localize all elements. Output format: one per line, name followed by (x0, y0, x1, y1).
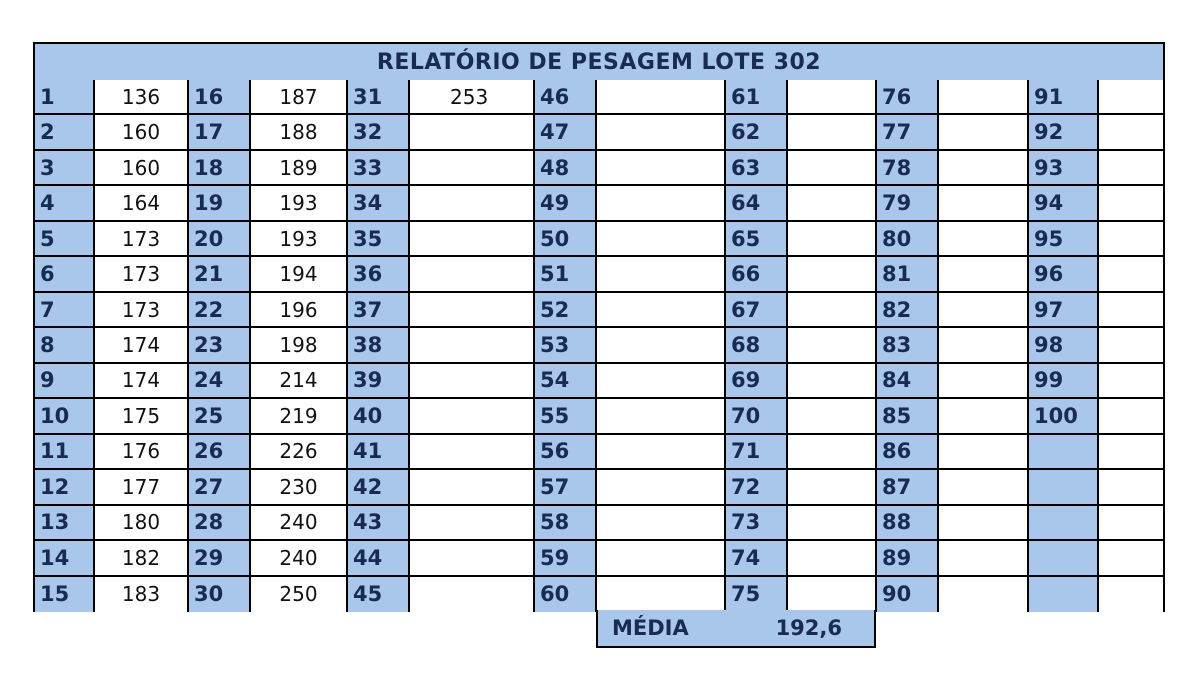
weight-cell[interactable]: 173 (95, 257, 189, 292)
weight-cell[interactable]: 180 (95, 506, 189, 541)
weight-cell[interactable] (597, 506, 726, 541)
animal-number: 81 (877, 257, 939, 292)
animal-number: 6 (35, 257, 95, 292)
report-title: RELATÓRIO DE PESAGEM LOTE 302 (35, 44, 1163, 82)
weight-cell[interactable] (788, 186, 877, 221)
animal-number: 96 (1029, 257, 1099, 292)
animal-number: 84 (877, 364, 939, 399)
weight-cell[interactable] (939, 541, 1029, 576)
animal-number: 34 (348, 186, 410, 221)
weight-cell[interactable] (788, 541, 877, 576)
animal-number: 85 (877, 399, 939, 434)
weight-cell[interactable] (788, 293, 877, 328)
weight-cell[interactable]: 198 (251, 328, 348, 363)
weight-cell[interactable]: 193 (251, 222, 348, 257)
weight-cell[interactable] (788, 577, 877, 612)
weight-cell[interactable] (597, 115, 726, 150)
animal-number: 50 (535, 222, 597, 257)
weight-cell[interactable]: 174 (95, 328, 189, 363)
animal-number: 40 (348, 399, 410, 434)
animal-number: 88 (877, 506, 939, 541)
animal-number: 49 (535, 186, 597, 221)
weight-cell[interactable]: 250 (251, 577, 348, 612)
animal-number: 13 (35, 506, 95, 541)
weight-cell[interactable]: 174 (95, 364, 189, 399)
weight-cell[interactable] (1099, 506, 1163, 541)
average-label: MÉDIA (612, 616, 689, 640)
weight-cell[interactable] (597, 222, 726, 257)
weight-cell[interactable] (597, 186, 726, 221)
animal-number: 60 (535, 577, 597, 612)
animal-number: 26 (189, 435, 251, 470)
weight-cell[interactable] (939, 222, 1029, 257)
animal-number: 20 (189, 222, 251, 257)
weight-cell[interactable] (939, 115, 1029, 150)
animal-number: 24 (189, 364, 251, 399)
weight-cell[interactable] (788, 80, 877, 115)
weight-cell[interactable] (597, 435, 726, 470)
weight-cell[interactable] (597, 257, 726, 292)
weight-cell[interactable]: 182 (95, 541, 189, 576)
weight-cell[interactable] (1099, 186, 1163, 221)
animal-number: 44 (348, 541, 410, 576)
animal-number: 54 (535, 364, 597, 399)
animal-number: 3 (35, 151, 95, 186)
animal-number: 57 (535, 470, 597, 505)
animal-number: 75 (726, 577, 788, 612)
animal-number: 47 (535, 115, 597, 150)
weight-cell[interactable] (788, 328, 877, 363)
weight-cell[interactable]: 214 (251, 364, 348, 399)
animal-number: 43 (348, 506, 410, 541)
animal-number: 94 (1029, 186, 1099, 221)
weight-cell[interactable] (410, 257, 535, 292)
weight-cell[interactable]: 230 (251, 470, 348, 505)
animal-number: 76 (877, 80, 939, 115)
weight-cell[interactable] (788, 115, 877, 150)
animal-number: 18 (189, 151, 251, 186)
animal-number: 17 (189, 115, 251, 150)
animal-number: 71 (726, 435, 788, 470)
weight-cell[interactable] (597, 364, 726, 399)
weight-cell[interactable] (410, 115, 535, 150)
animal-number: 89 (877, 541, 939, 576)
weight-cell[interactable] (410, 222, 535, 257)
animal-number: 2 (35, 115, 95, 150)
weight-cell[interactable] (597, 470, 726, 505)
weight-cell[interactable] (410, 399, 535, 434)
weight-cell[interactable]: 176 (95, 435, 189, 470)
animal-number: 9 (35, 364, 95, 399)
animal-number: 65 (726, 222, 788, 257)
weighing-report-sheet (33, 42, 1165, 612)
animal-number: 53 (535, 328, 597, 363)
weight-cell[interactable] (410, 364, 535, 399)
average-box (596, 610, 876, 648)
animal-number: 48 (535, 151, 597, 186)
weight-cell[interactable]: 240 (251, 506, 348, 541)
animal-number: 33 (348, 151, 410, 186)
weight-cell[interactable] (597, 151, 726, 186)
weight-cell[interactable] (939, 257, 1029, 292)
weight-cell[interactable] (1099, 470, 1163, 505)
weight-cell[interactable] (597, 80, 726, 115)
animal-number: 51 (535, 257, 597, 292)
animal-number: 5 (35, 222, 95, 257)
animal-number: 99 (1029, 364, 1099, 399)
animal-number: 12 (35, 470, 95, 505)
animal-number: 1 (35, 80, 95, 115)
animal-number: 30 (189, 577, 251, 612)
weight-cell[interactable]: 188 (251, 115, 348, 150)
animal-number: 90 (877, 577, 939, 612)
weight-cell[interactable] (939, 80, 1029, 115)
animal-number: 55 (535, 399, 597, 434)
weight-cell[interactable] (939, 506, 1029, 541)
empty-number-cell (1029, 541, 1099, 576)
weight-cell[interactable] (1099, 541, 1163, 576)
animal-number: 23 (189, 328, 251, 363)
weight-cell[interactable] (939, 293, 1029, 328)
weight-cell[interactable]: 173 (95, 293, 189, 328)
animal-number: 46 (535, 80, 597, 115)
weight-cell[interactable]: 173 (95, 222, 189, 257)
weight-cell[interactable] (410, 328, 535, 363)
empty-number-cell (1029, 435, 1099, 470)
weight-cell[interactable] (1099, 399, 1163, 434)
weight-cell[interactable] (1099, 577, 1163, 612)
animal-number: 74 (726, 541, 788, 576)
weight-cell[interactable] (788, 257, 877, 292)
animal-number: 68 (726, 328, 788, 363)
weight-cell[interactable] (410, 293, 535, 328)
weight-cell[interactable]: 240 (251, 541, 348, 576)
weights-grid (35, 80, 1163, 612)
animal-number: 29 (189, 541, 251, 576)
animal-number: 35 (348, 222, 410, 257)
animal-number: 62 (726, 115, 788, 150)
weight-cell[interactable]: 160 (95, 115, 189, 150)
weight-cell[interactable] (939, 186, 1029, 221)
weight-cell[interactable]: 189 (251, 151, 348, 186)
animal-number: 67 (726, 293, 788, 328)
weight-cell[interactable] (788, 399, 877, 434)
animal-number: 28 (189, 506, 251, 541)
weight-cell[interactable]: 193 (251, 186, 348, 221)
weight-cell[interactable]: 183 (95, 577, 189, 612)
weight-cell[interactable] (597, 577, 726, 612)
weight-cell[interactable]: 164 (95, 186, 189, 221)
animal-number: 27 (189, 470, 251, 505)
animal-number: 69 (726, 364, 788, 399)
animal-number: 56 (535, 435, 597, 470)
weight-cell[interactable] (1099, 115, 1163, 150)
weight-cell[interactable] (939, 470, 1029, 505)
weight-cell[interactable] (1099, 257, 1163, 292)
animal-number: 36 (348, 257, 410, 292)
animal-number: 98 (1029, 328, 1099, 363)
weight-cell[interactable]: 194 (251, 257, 348, 292)
weight-cell[interactable]: 226 (251, 435, 348, 470)
animal-number: 72 (726, 470, 788, 505)
animal-number: 83 (877, 328, 939, 363)
empty-number-cell (1029, 577, 1099, 612)
weight-cell[interactable] (597, 293, 726, 328)
weight-cell[interactable] (410, 506, 535, 541)
animal-number: 7 (35, 293, 95, 328)
animal-number: 77 (877, 115, 939, 150)
animal-number: 93 (1029, 151, 1099, 186)
weight-cell[interactable] (410, 577, 535, 612)
weight-cell[interactable] (939, 435, 1029, 470)
animal-number: 82 (877, 293, 939, 328)
animal-number: 73 (726, 506, 788, 541)
weight-cell[interactable] (410, 435, 535, 470)
animal-number: 11 (35, 435, 95, 470)
weight-cell[interactable] (410, 186, 535, 221)
weight-cell[interactable] (939, 577, 1029, 612)
weight-cell[interactable] (939, 399, 1029, 434)
animal-number: 58 (535, 506, 597, 541)
weight-cell[interactable] (788, 470, 877, 505)
animal-number: 86 (877, 435, 939, 470)
weight-cell[interactable]: 160 (95, 151, 189, 186)
animal-number: 38 (348, 328, 410, 363)
empty-number-cell (1029, 470, 1099, 505)
animal-number: 80 (877, 222, 939, 257)
animal-number: 92 (1029, 115, 1099, 150)
animal-number: 87 (877, 470, 939, 505)
empty-number-cell (1029, 506, 1099, 541)
weight-cell[interactable] (788, 364, 877, 399)
animal-number: 31 (348, 80, 410, 115)
weight-cell[interactable] (788, 151, 877, 186)
animal-number: 91 (1029, 80, 1099, 115)
weight-cell[interactable] (939, 364, 1029, 399)
weight-cell[interactable] (597, 328, 726, 363)
animal-number: 37 (348, 293, 410, 328)
animal-number: 63 (726, 151, 788, 186)
weight-cell[interactable]: 136 (95, 80, 189, 115)
weight-cell[interactable] (1099, 364, 1163, 399)
animal-number: 4 (35, 186, 95, 221)
animal-number: 8 (35, 328, 95, 363)
weight-cell[interactable] (788, 222, 877, 257)
weight-cell[interactable] (788, 435, 877, 470)
animal-number: 61 (726, 80, 788, 115)
animal-number: 78 (877, 151, 939, 186)
weight-cell[interactable] (597, 399, 726, 434)
weight-cell[interactable] (1099, 328, 1163, 363)
animal-number: 21 (189, 257, 251, 292)
weight-cell[interactable] (597, 541, 726, 576)
weight-cell[interactable] (410, 470, 535, 505)
animal-number: 45 (348, 577, 410, 612)
weight-cell[interactable] (939, 328, 1029, 363)
weight-cell[interactable]: 196 (251, 293, 348, 328)
animal-number: 64 (726, 186, 788, 221)
weight-cell[interactable] (1099, 222, 1163, 257)
weight-cell[interactable] (410, 151, 535, 186)
animal-number: 41 (348, 435, 410, 470)
animal-number: 14 (35, 541, 95, 576)
animal-number: 66 (726, 257, 788, 292)
weight-cell[interactable] (1099, 80, 1163, 115)
animal-number: 95 (1029, 222, 1099, 257)
animal-number: 42 (348, 470, 410, 505)
weight-cell[interactable] (410, 541, 535, 576)
animal-number: 19 (189, 186, 251, 221)
animal-number: 16 (189, 80, 251, 115)
weight-cell[interactable] (788, 506, 877, 541)
animal-number: 59 (535, 541, 597, 576)
weight-cell[interactable]: 187 (251, 80, 348, 115)
animal-number: 100 (1029, 399, 1099, 434)
weight-cell[interactable]: 175 (95, 399, 189, 434)
average-value: 192,6 (775, 616, 842, 640)
weight-cell[interactable] (1099, 151, 1163, 186)
animal-number: 22 (189, 293, 251, 328)
animal-number: 79 (877, 186, 939, 221)
weight-cell[interactable]: 253 (410, 80, 535, 115)
animal-number: 97 (1029, 293, 1099, 328)
animal-number: 10 (35, 399, 95, 434)
animal-number: 15 (35, 577, 95, 612)
weight-cell[interactable] (1099, 293, 1163, 328)
animal-number: 32 (348, 115, 410, 150)
animal-number: 39 (348, 364, 410, 399)
weight-cell[interactable]: 219 (251, 399, 348, 434)
animal-number: 25 (189, 399, 251, 434)
animal-number: 52 (535, 293, 597, 328)
animal-number: 70 (726, 399, 788, 434)
weight-cell[interactable]: 177 (95, 470, 189, 505)
weight-cell[interactable] (939, 151, 1029, 186)
weight-cell[interactable] (1099, 435, 1163, 470)
